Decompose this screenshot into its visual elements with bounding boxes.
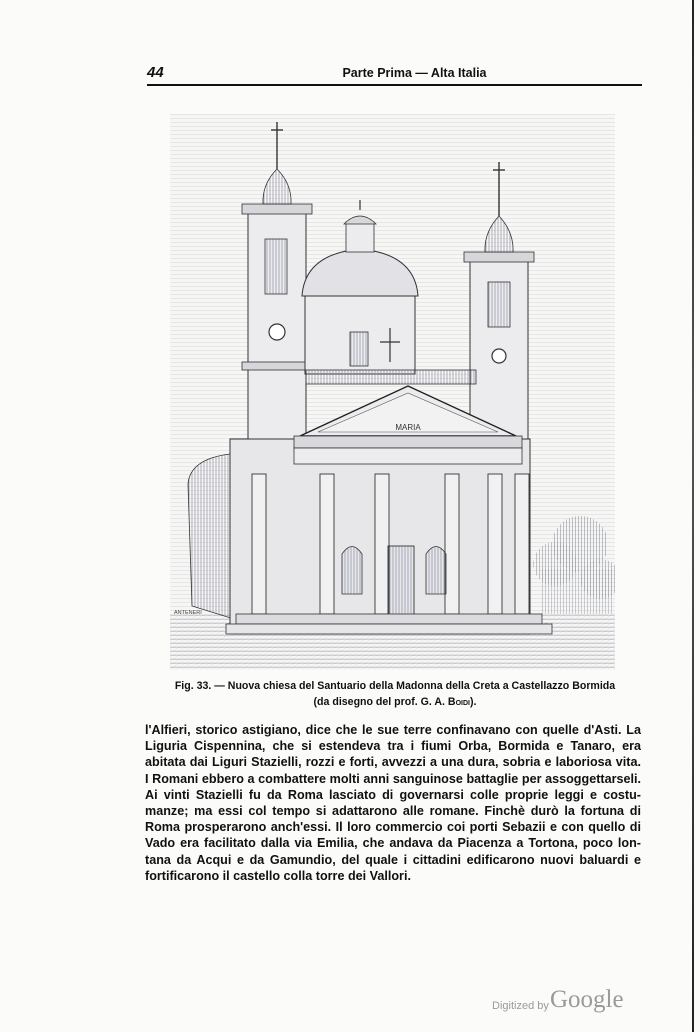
- body-line: manze; ma essi col tempo si adattarono alle romane. Finchè durò la fortuna di: [145, 804, 641, 819]
- pediment-inscription: MARIA: [395, 423, 421, 432]
- church-engraving: [170, 114, 615, 670]
- body-line: Liguria Cispennina, che si estendeva tra i fiumi Orba, Bormida e Tanaro, era: [145, 739, 641, 754]
- body-line: Roma prosperarono anch'essi. Il loro commercio coi porti Sebazii e con quello di: [145, 820, 641, 835]
- body-line: l'Alfieri, storico astigiano, dice che le sue terre confinavano con quelle d'Asti. La: [145, 723, 641, 737]
- body-line: abitata dai Liguri Stazielli, rozzi e forti, avvezzi a una dura, sobria e laboriosa vita.: [145, 755, 641, 770]
- caption-artist-name: Boidi: [447, 696, 470, 708]
- page-header: [147, 62, 642, 86]
- watermark-brand: Google: [550, 986, 624, 1013]
- body-line: Vado era facilitato dalla via Emilia, che andava da Piacenza a Tortona, poco lon-: [145, 836, 641, 851]
- body-line: fortificarono il castello colla torre dei Vallori.: [145, 868, 411, 883]
- body-line: tana da Acqui e da Gamundio, del quale i cittadini edificarono nuovi baluardi e: [145, 852, 641, 867]
- running-head: Parte Prima — Alta Italia: [342, 66, 487, 80]
- page-number: 44: [147, 64, 164, 81]
- body-line: I Romani ebbero a combattere molti anni sanguinose battaglie per assoggettarseli.: [145, 771, 641, 786]
- body-paragraph: [145, 722, 641, 884]
- caption-line-2: [150, 694, 640, 710]
- watermark-prefix: Digitized by: [492, 1000, 549, 1012]
- caption-credit-suffix: ).: [469, 696, 477, 708]
- artist-signature: ANTENERI: [174, 610, 202, 616]
- caption-line-1: Fig. 33. — Nuova chiesa del Santuario della Madonna della Creta a Castellazzo Bormida: [174, 680, 616, 692]
- figure-caption: [150, 678, 640, 710]
- body-line: Ai vinti Stazielli fu da Roma lasciato di governarsi colle proprie leggi e costu-: [145, 787, 641, 802]
- digitized-watermark: [492, 986, 642, 1020]
- caption-credit-prefix: (da disegno del prof. G. A.: [313, 696, 448, 708]
- page-edge-line: [692, 0, 694, 1032]
